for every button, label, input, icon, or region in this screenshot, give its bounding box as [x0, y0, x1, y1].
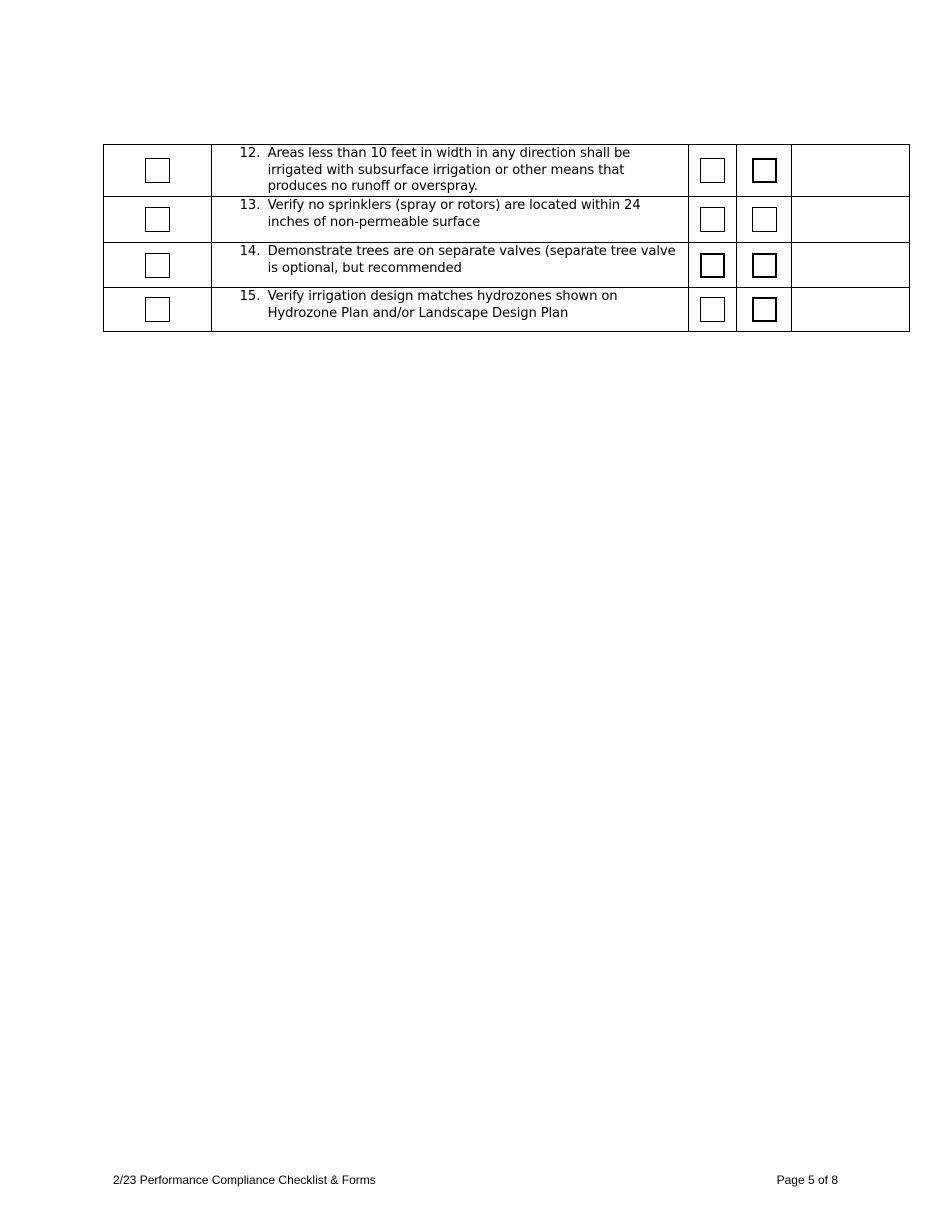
table-row — [104, 197, 910, 243]
yes-checkbox[interactable] — [700, 207, 725, 232]
no-checkbox-cell — [736, 243, 791, 288]
comments-cell[interactable] — [792, 288, 910, 332]
item-cell — [211, 145, 688, 197]
applicant-checkbox[interactable] — [145, 207, 170, 232]
comments-cell[interactable] — [792, 197, 910, 243]
item-cell — [211, 243, 688, 288]
no-checkbox[interactable] — [752, 297, 777, 322]
item-text: Verify irrigation design matches hydrozones shown on Hydrozone Plan and/or Landscape Design Plan — [267, 289, 618, 321]
table-row — [104, 288, 910, 332]
yes-checkbox-cell — [688, 243, 736, 288]
applicant-checkbox[interactable] — [145, 297, 170, 322]
yes-checkbox[interactable] — [700, 158, 725, 183]
no-checkbox-cell — [736, 197, 791, 243]
no-checkbox[interactable] — [752, 253, 777, 278]
applicant-checkbox-cell — [104, 288, 212, 332]
no-checkbox-cell — [736, 288, 791, 332]
table-row — [104, 145, 910, 197]
item-number: 14. — [239, 244, 261, 259]
item-text: Verify no sprinklers (spray or rotors) are located within 24 inches of non-permeable surface — [267, 198, 641, 230]
item-text: Demonstrate trees are on separate valves (separate tree valve is optional, but recommended — [267, 244, 676, 276]
item-cell — [211, 197, 688, 243]
table-row — [104, 243, 910, 288]
item-text: Areas less than 10 feet in width in any direction shall be irrigated with subsurface irrigation or other means that produces no runoff or overspray. — [267, 146, 631, 195]
yes-checkbox[interactable] — [700, 297, 725, 322]
applicant-checkbox[interactable] — [145, 253, 170, 278]
applicant-checkbox-cell — [104, 145, 212, 197]
item-number: 13. — [239, 198, 261, 213]
applicant-checkbox-cell — [104, 197, 212, 243]
yes-checkbox[interactable] — [700, 253, 725, 278]
item-cell — [211, 288, 688, 332]
item-number: 15. — [239, 289, 261, 304]
applicant-checkbox[interactable] — [145, 158, 170, 183]
footer-document-title: 2/23 Performance Compliance Checklist & Forms — [113, 1173, 376, 1187]
footer-page-number: Page 5 of 8 — [776, 1173, 838, 1187]
yes-checkbox-cell — [688, 145, 736, 197]
comments-cell[interactable] — [792, 243, 910, 288]
no-checkbox-cell — [736, 145, 791, 197]
compliance-checklist-table — [103, 144, 910, 332]
yes-checkbox-cell — [688, 288, 736, 332]
applicant-checkbox-cell — [104, 243, 212, 288]
yes-checkbox-cell — [688, 197, 736, 243]
no-checkbox[interactable] — [752, 207, 777, 232]
comments-cell[interactable] — [792, 145, 910, 197]
item-number: 12. — [239, 146, 261, 162]
no-checkbox[interactable] — [752, 158, 777, 183]
